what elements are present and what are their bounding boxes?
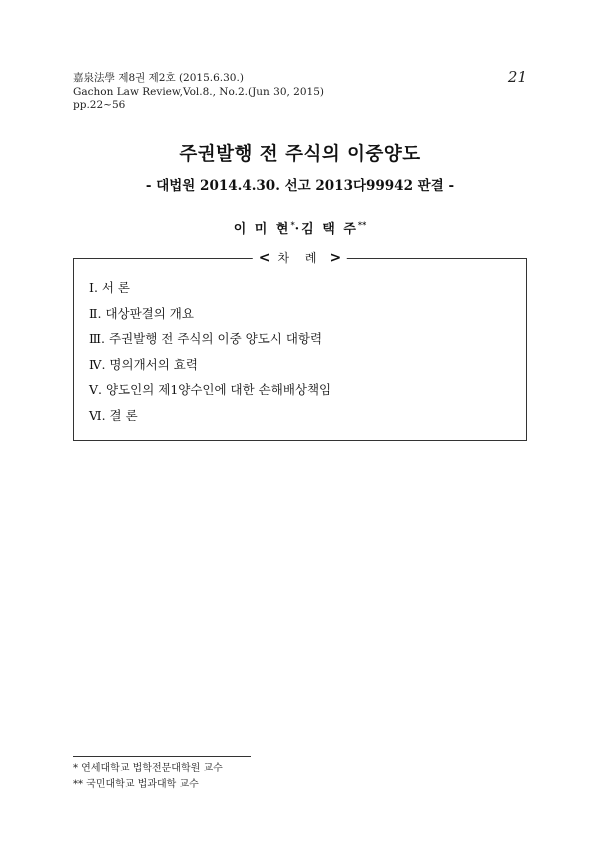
journal-meta (73, 72, 324, 113)
author-name: 김 택 주 (301, 222, 358, 237)
author-name: 이 미 현 (233, 222, 291, 237)
journal-korean-citation: 嘉泉法學 제8권 제2호 (2015.6.30.) (73, 72, 244, 84)
page-range: pp.22~56 (73, 99, 126, 111)
footnote-divider (73, 756, 251, 757)
toc-item: Ⅴ. 양도인의 제1양수인에 대한 손해배상책임 (89, 382, 332, 397)
toc-item: Ⅵ. 결 론 (89, 407, 138, 423)
toc-heading-label: 차 례 (277, 251, 323, 265)
toc-item: Ⅲ. 주권발행 전 주식의 이중 양도시 대항력 (89, 331, 323, 346)
footnote-marker: * (290, 219, 295, 230)
footnote: * 연세대학교 법학전문대학원 교수 (73, 763, 223, 774)
journal-english-citation: Gachon Law Review,Vol.8., No.2.(Jun 30, 2015) (73, 85, 325, 98)
article-subtitle: - 대법원 2014.4.30. 선고 2013다99942 판결 - (145, 178, 455, 194)
toc-item: Ⅱ. 대상판결의 개요 (89, 305, 194, 321)
toc-item: Ⅰ. 서 론 (89, 280, 131, 295)
authors (0, 218, 600, 237)
footnote: ** 국민대학교 법과대학 교수 (73, 779, 199, 790)
author-separator: · (294, 222, 302, 237)
toc-item: Ⅳ. 명의개서의 효력 (89, 356, 198, 372)
footnote-marker: ** (357, 219, 367, 230)
toc-heading (253, 250, 347, 266)
chevron-left-icon: < (258, 250, 271, 266)
toc-list (89, 275, 331, 428)
footnotes (73, 761, 223, 793)
article-title: 주권발행 전 주식의 이중양도 (179, 144, 421, 165)
chevron-right-icon: > (329, 250, 342, 266)
table-of-contents (73, 250, 527, 441)
page-number: 21 (507, 68, 527, 86)
